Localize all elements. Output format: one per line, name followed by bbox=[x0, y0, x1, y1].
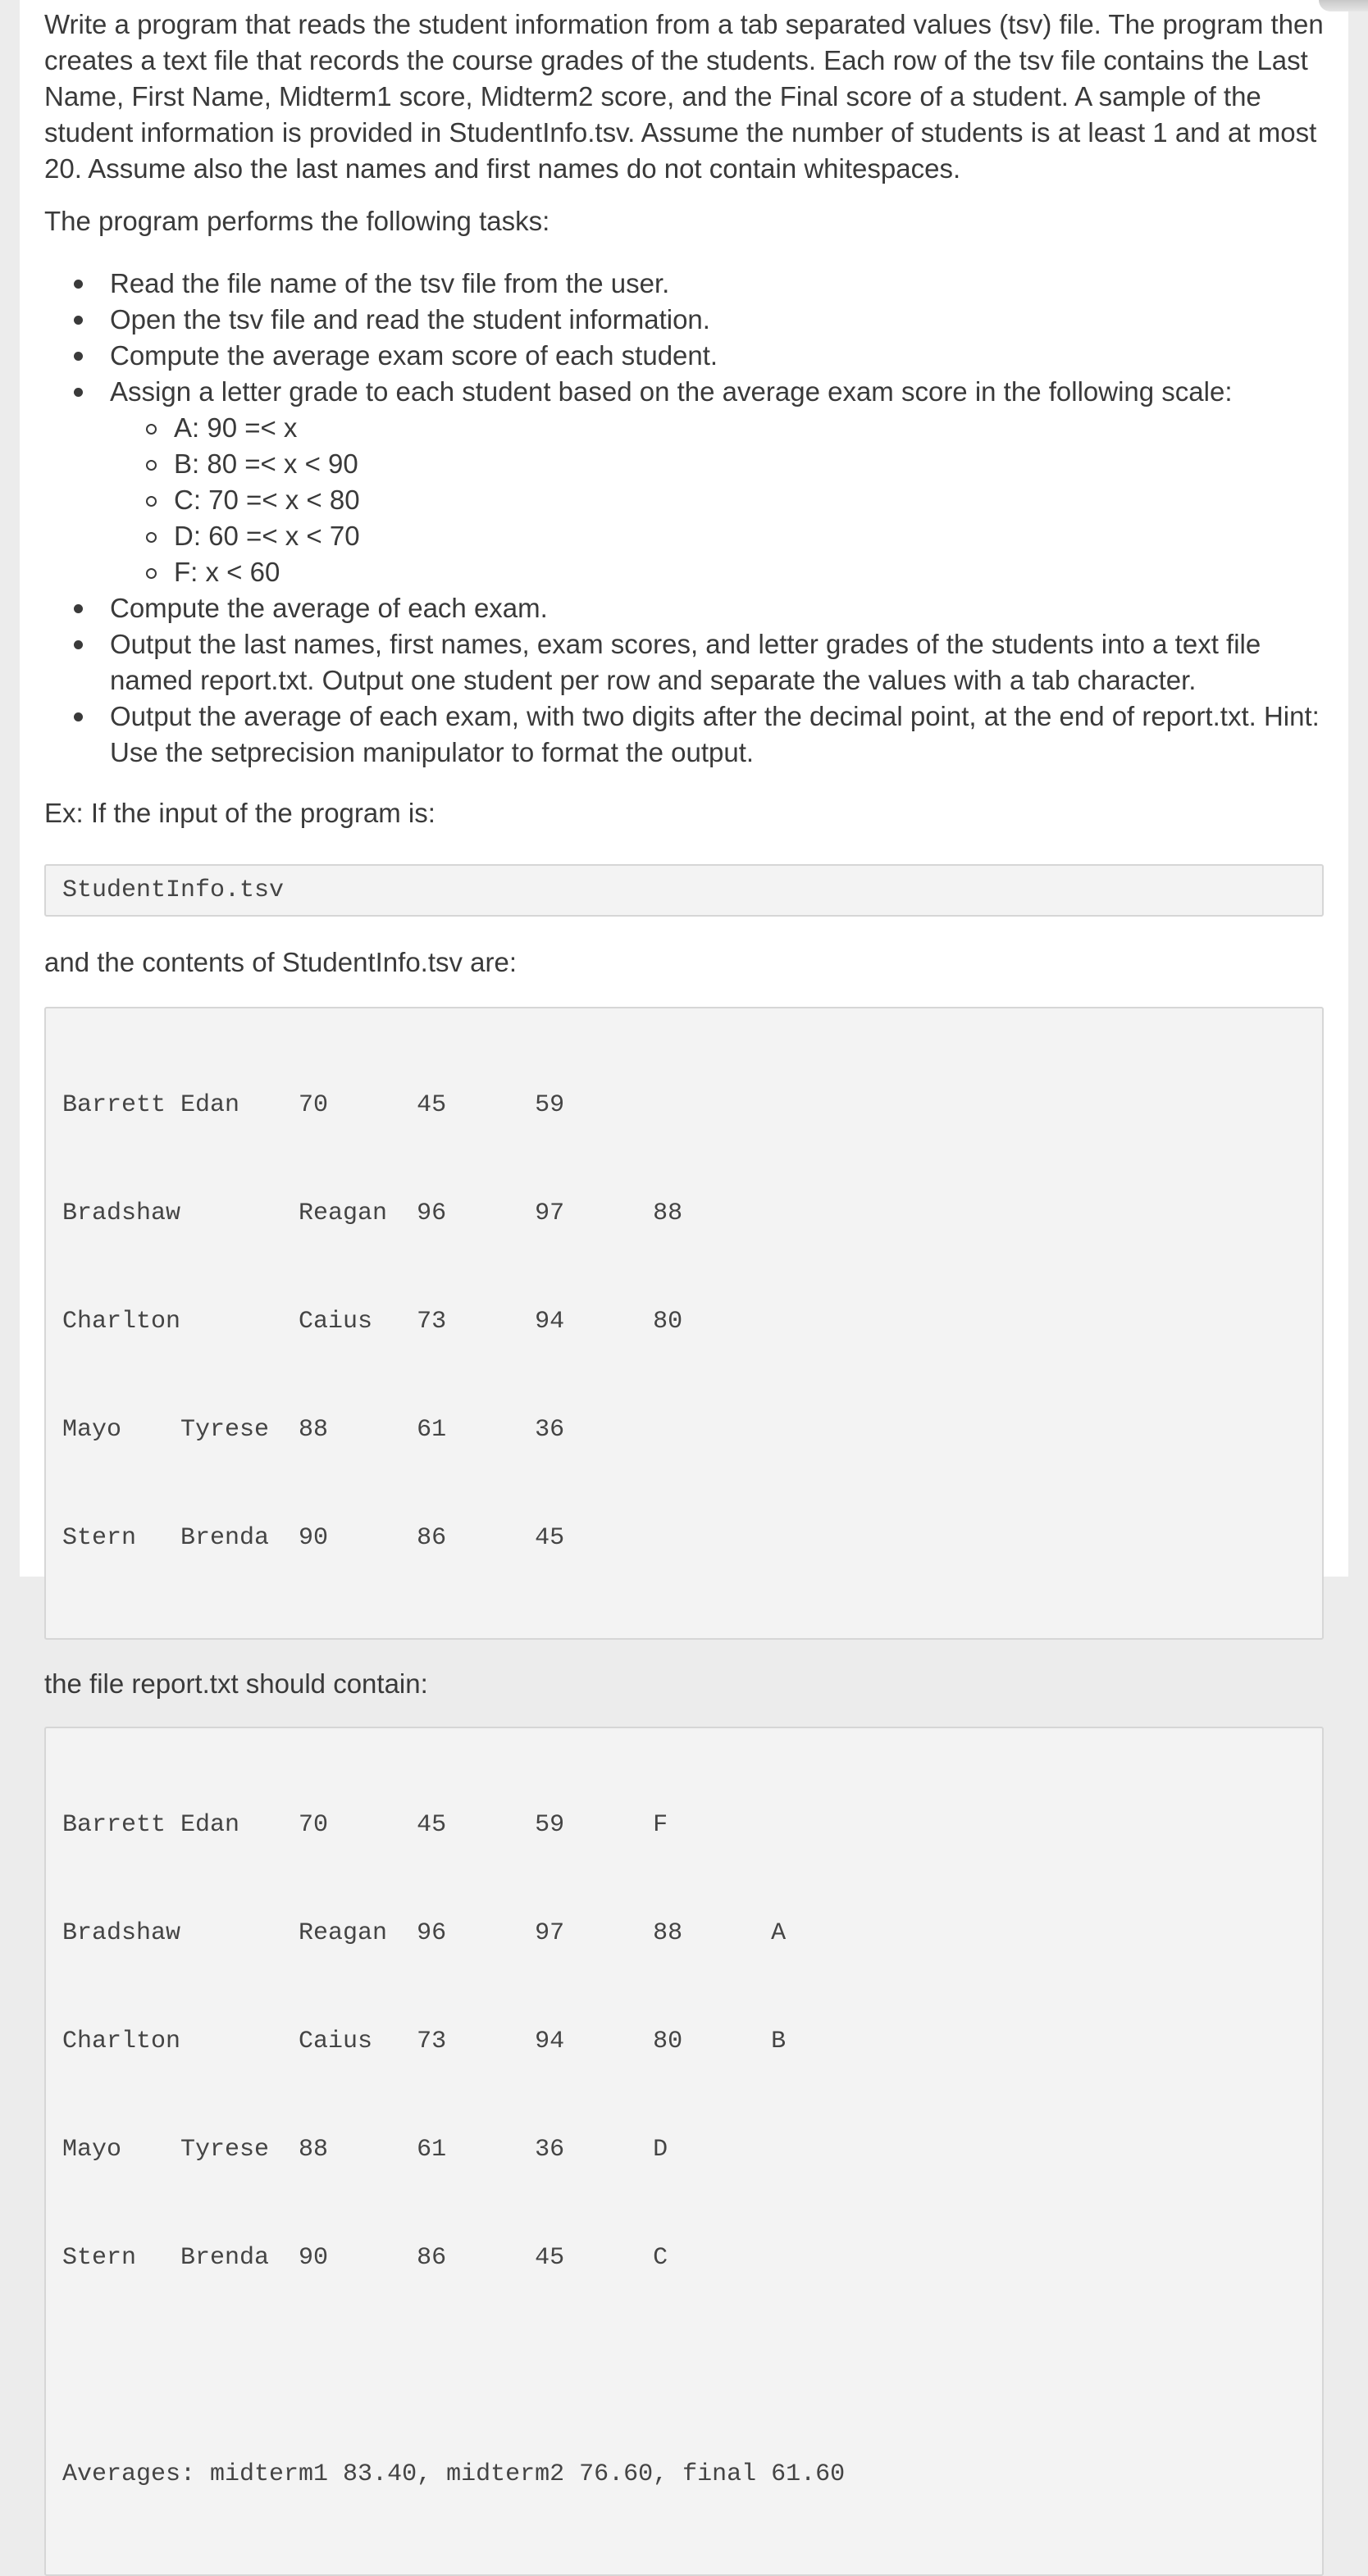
grade-scale-item: A: 90 =< x bbox=[174, 410, 1340, 446]
grade-scale-list bbox=[110, 410, 1340, 590]
report-row: Mayo Tyrese 88 61 36 D bbox=[62, 2136, 668, 2164]
task-item: Compute the average exam score of each student. bbox=[110, 338, 1340, 374]
report-averages: Averages: midterm1 83.40, midterm2 76.60, final 61.60 bbox=[62, 2460, 846, 2488]
task-item: Open the tsv file and read the student information. bbox=[110, 302, 1340, 338]
grade-scale-item: F: x < 60 bbox=[174, 554, 1340, 590]
report-row: Bradshaw Reagan 96 97 88 A bbox=[62, 1919, 787, 1947]
report-row: Barrett Edan 70 45 59 F bbox=[62, 1811, 668, 1839]
intro-paragraph: Write a program that reads the student information from a tab separated values (tsv) file. The program then creates a text file that records the course grades of the students. Each row of the tsv file contains the Last Name, First Name, Midterm1 score, Midterm2 score, and the Final score of a student. A sample of the student information is provided in StudentInfo.tsv. Assume the number of students is at least 1 and at most 20. Assume also the last names and first names do not contain whitespaces. bbox=[44, 9, 1324, 184]
input-code-block bbox=[44, 864, 1324, 917]
problem-content bbox=[44, 7, 1340, 2576]
grade-scale-item: C: 70 =< x < 80 bbox=[174, 482, 1340, 518]
tasks-heading: The program performs the following tasks: bbox=[44, 206, 550, 236]
task-item: Output the last names, first names, exam scores, and letter grades of the students into a text file named report.txt. Output one student per row and separate the values with a tab character. bbox=[110, 626, 1340, 699]
grade-scale-item: D: 60 =< x < 70 bbox=[174, 518, 1340, 554]
tsv-row: Bradshaw Reagan 96 97 88 bbox=[62, 1199, 683, 1227]
task-item-text: Assign a letter grade to each student based on the average exam score in the following scale: bbox=[110, 376, 1233, 407]
report-code-block bbox=[44, 1727, 1324, 2576]
document-page bbox=[20, 0, 1348, 2488]
example-heading: Ex: If the input of the program is: bbox=[44, 798, 435, 828]
tsv-code-block bbox=[44, 1007, 1324, 1640]
tsv-row: Mayo Tyrese 88 61 36 bbox=[62, 1416, 565, 1444]
task-item-grade-scale bbox=[110, 374, 1340, 590]
report-row: Charlton Caius 73 94 80 B bbox=[62, 2028, 787, 2055]
page-corner-shadow bbox=[1319, 0, 1368, 11]
task-item: Compute the average of each exam. bbox=[110, 590, 1340, 626]
input-value: StudentInfo.tsv bbox=[62, 876, 285, 904]
report-row: Stern Brenda 90 86 45 C bbox=[62, 2244, 668, 2272]
task-item: Read the file name of the tsv file from the user. bbox=[110, 266, 1340, 302]
contents-heading: and the contents of StudentInfo.tsv are: bbox=[44, 947, 518, 977]
tsv-row: Charlton Caius 73 94 80 bbox=[62, 1308, 683, 1336]
task-list bbox=[44, 266, 1340, 771]
tsv-row: Stern Brenda 90 86 45 bbox=[62, 1524, 565, 1552]
report-heading: the file report.txt should contain: bbox=[44, 1668, 428, 1699]
tsv-row: Barrett Edan 70 45 59 bbox=[62, 1091, 565, 1119]
grade-scale-item: B: 80 =< x < 90 bbox=[174, 446, 1340, 482]
report-blank-row bbox=[62, 2348, 1306, 2384]
task-item: Output the average of each exam, with two digits after the decimal point, at the end of report.txt. Hint: Use the setprecision manipulator to format the output. bbox=[110, 699, 1340, 771]
